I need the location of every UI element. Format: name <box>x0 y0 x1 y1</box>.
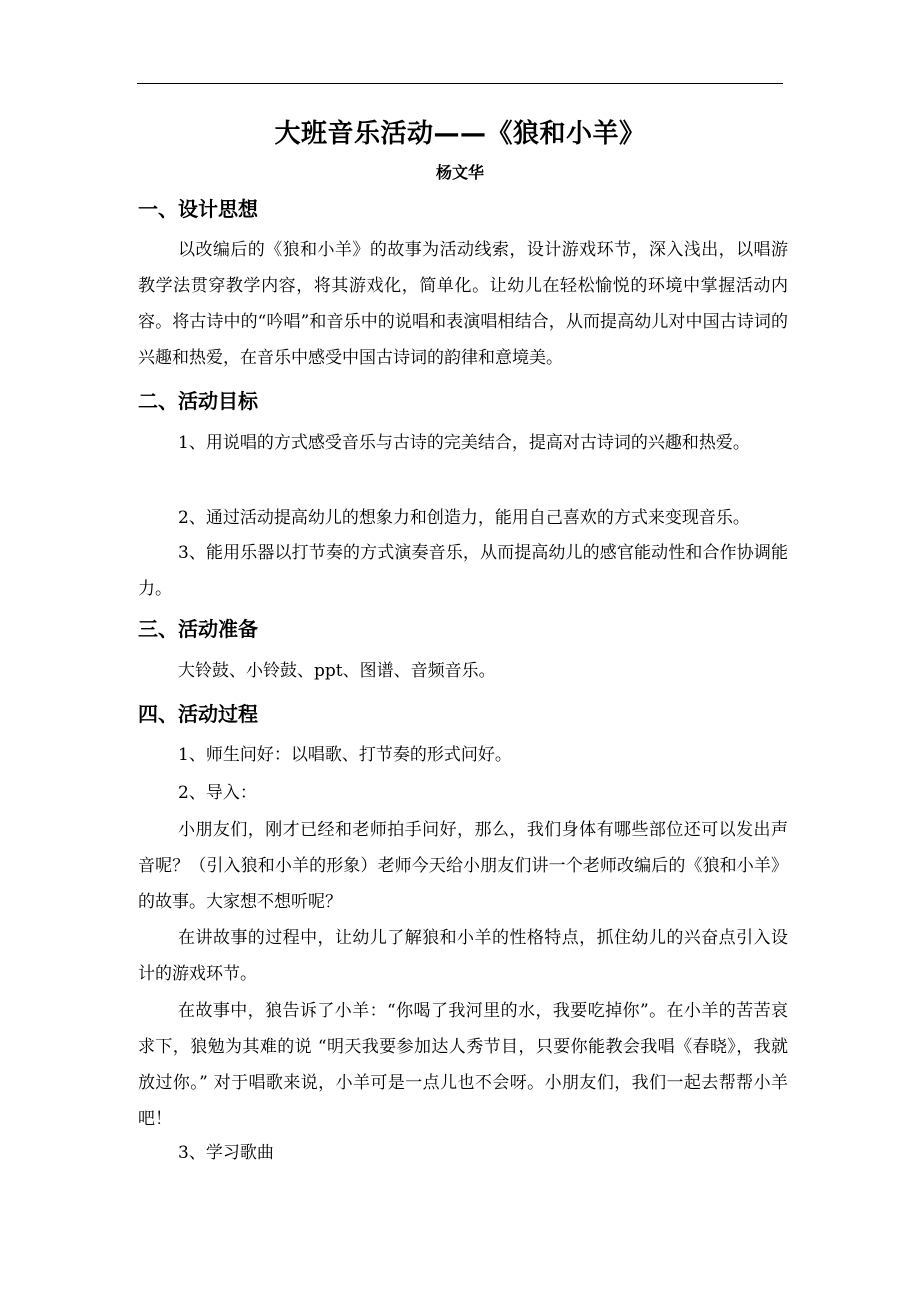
document-author: 杨文华 <box>435 163 484 182</box>
goal-item-1: 1、用说唱的方式感受音乐与古诗的完美结合，提高对古诗词的兴趣和热爱。 <box>178 433 750 453</box>
goal-item-2: 2、通过活动提高幼儿的想象力和创造力，能用自己喜欢的方式来变现音乐。 <box>178 508 750 528</box>
section-heading-design-idea: 一、设计思想 <box>138 197 258 221</box>
process-step-2: 2、导入： <box>178 783 257 803</box>
process-step-1: 1、师生问好：以唱歌、打节奏的形式问好。 <box>178 745 512 765</box>
preparation-text: 大铃鼓、小铃鼓、ppt、图谱、音频音乐。 <box>178 661 496 681</box>
process-intro-paragraph: 小朋友们，刚才已经和老师拍手问好，那么，我们身体有哪些部位还可以发出声音呢？（引入狼和小羊的形象）老师今天给小朋友们讲一个老师改编后的《狼和小羊》的故事。大家想不想听呢？ <box>138 820 788 912</box>
document-title: 大班音乐活动——《狼和小羊》 <box>274 119 646 149</box>
header-rule <box>137 83 783 84</box>
paragraph-design-idea: 以改编后的《狼和小羊》的故事为活动线索，设计游戏环节，深入浅出，以唱游教学法贯穿教学内容，将其游戏化，简单化。让幼儿在轻松愉悦的环境中掌握活动内容。将古诗中的“吟唱”和音乐中的说唱和表演唱相结合，从而提高幼儿对中国古诗词的兴趣和热爱，在音乐中感受中国古诗词的韵律和意境美。 <box>138 240 788 368</box>
process-story-detail-paragraph: 在故事中，狼告诉了小羊：“你喝了我河里的水，我要吃掉你”。在小羊的苦苦哀求下，狼勉为其难的说 “明天我要参加达人秀节目，只要你能教会我唱《春晓》，我就放过你。” 对于唱歌来说，小羊可是一点儿也不会呀。小朋友们，我们一起去帮帮小羊吧！ <box>138 1001 788 1129</box>
section-heading-preparation: 三、活动准备 <box>138 617 258 641</box>
process-step-3: 3、学习歌曲 <box>178 1143 274 1163</box>
goal-item-3: 3、能用乐器以打节奏的方式演奏音乐，从而提高幼儿的感官能动性和合作协调能力。 <box>138 543 788 599</box>
section-heading-goals: 二、活动目标 <box>138 389 258 413</box>
process-story-paragraph: 在讲故事的过程中，让幼儿了解狼和小羊的性格特点，抓住幼儿的兴奋点引入设计的游戏环节。 <box>138 928 788 984</box>
section-heading-process: 四、活动过程 <box>138 702 258 726</box>
